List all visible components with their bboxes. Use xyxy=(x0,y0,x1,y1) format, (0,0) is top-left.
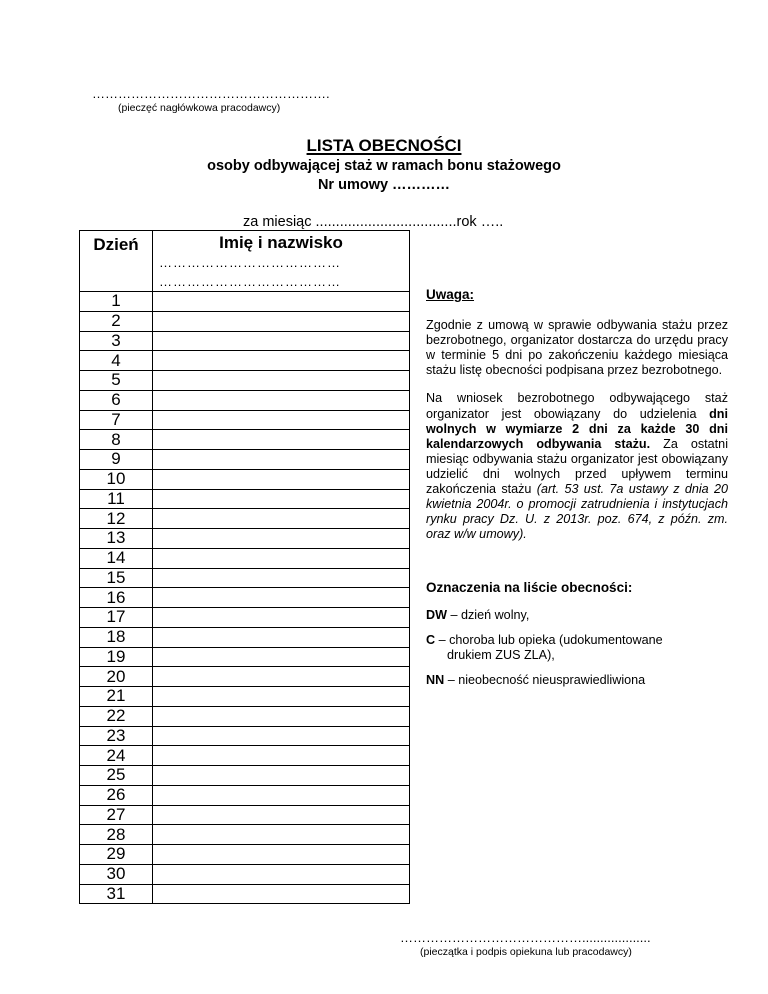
table-row xyxy=(80,390,410,410)
notes-paragraph-2 xyxy=(426,391,728,542)
day-number: 2 xyxy=(80,311,153,331)
name-header xyxy=(153,231,410,292)
signature-cell[interactable] xyxy=(153,351,410,371)
name-dotted-line-1[interactable]: ………………………………… xyxy=(159,255,341,270)
table-row xyxy=(80,667,410,687)
page-title-text: LISTA OBECNOŚCI xyxy=(306,136,462,155)
signature-cell[interactable] xyxy=(153,608,410,628)
table-row xyxy=(80,548,410,568)
signature-cell[interactable] xyxy=(153,509,410,529)
table-row xyxy=(80,845,410,865)
page-title xyxy=(0,136,768,156)
day-number: 21 xyxy=(80,687,153,707)
name-header-label: Imię i nazwisko xyxy=(219,233,343,252)
day-number: 24 xyxy=(80,746,153,766)
table-row xyxy=(80,331,410,351)
table-row xyxy=(80,627,410,647)
signature-cell[interactable] xyxy=(153,292,410,312)
table-row xyxy=(80,647,410,667)
signature-caption: (pieczątka i podpis opiekuna lub pracodawcy) xyxy=(420,946,632,958)
signature-cell[interactable] xyxy=(153,311,410,331)
day-number: 1 xyxy=(80,292,153,312)
signature-cell[interactable] xyxy=(153,805,410,825)
day-number: 9 xyxy=(80,450,153,470)
day-number: 19 xyxy=(80,647,153,667)
table-row xyxy=(80,430,410,450)
legend-nn xyxy=(426,673,728,688)
legend-dw xyxy=(426,608,728,623)
stamp-caption: (pieczęć nagłówkowa pracodawcy) xyxy=(118,102,281,114)
table-row xyxy=(80,608,410,628)
table-row xyxy=(80,568,410,588)
signature-cell[interactable] xyxy=(153,430,410,450)
signature-cell[interactable] xyxy=(153,469,410,489)
notes-panel xyxy=(426,287,728,698)
table-row xyxy=(80,825,410,845)
signature-cell[interactable] xyxy=(153,410,410,430)
notes-paragraph-1: Zgodnie z umową w sprawie odbywania stażu przez bezrobotnego, organizator dostarcza do urzędu pracy w terminie 5 dni po zakończeniu każdego miesiąca stażu listę obecności podpisana przez bezrobotnego. xyxy=(426,318,728,378)
day-number: 14 xyxy=(80,548,153,568)
table-row xyxy=(80,706,410,726)
table-row xyxy=(80,529,410,549)
signature-cell[interactable] xyxy=(153,548,410,568)
signature-cell[interactable] xyxy=(153,884,410,904)
table-row xyxy=(80,884,410,904)
signature-cell[interactable] xyxy=(153,627,410,647)
legend-dw-code: DW xyxy=(426,607,447,622)
legend-nn-code: NN xyxy=(426,672,445,687)
signature-cell[interactable] xyxy=(153,706,410,726)
signature-cell[interactable] xyxy=(153,687,410,707)
table-row xyxy=(80,489,410,509)
day-number: 10 xyxy=(80,469,153,489)
table-row xyxy=(80,785,410,805)
signature-cell[interactable] xyxy=(153,726,410,746)
day-number: 5 xyxy=(80,371,153,391)
day-number: 7 xyxy=(80,410,153,430)
table-row xyxy=(80,450,410,470)
table-row xyxy=(80,588,410,608)
day-number: 22 xyxy=(80,706,153,726)
day-number: 8 xyxy=(80,430,153,450)
table-row xyxy=(80,864,410,884)
signature-cell[interactable] xyxy=(153,390,410,410)
p2-text-2: Za ostatni miesiąc odbywania stażu organizator jest obowiązany udzielić dni wolnych przed upływem terminu zakończenia stażu xyxy=(426,436,728,497)
day-number: 18 xyxy=(80,627,153,647)
day-number: 28 xyxy=(80,825,153,845)
legend-dw-text: – dzień wolny, xyxy=(446,607,530,622)
signature-cell[interactable] xyxy=(153,371,410,391)
attendance-table xyxy=(79,230,410,904)
notes-heading: Uwaga: xyxy=(426,287,475,302)
day-number: 23 xyxy=(80,726,153,746)
day-number: 25 xyxy=(80,766,153,786)
p2-bold: dni wolnych w wymiarze 2 dni za każde 30 dni kalendarzowych odbywania stażu. xyxy=(426,406,728,451)
page-subtitle: osoby odbywającej staż w ramach bonu stażowego xyxy=(207,158,561,174)
contract-number[interactable]: Nr umowy ………… xyxy=(317,177,451,193)
day-number: 11 xyxy=(80,489,153,509)
signature-cell[interactable] xyxy=(153,450,410,470)
signature-cell[interactable] xyxy=(153,647,410,667)
legend-c-text: – choroba lub opieka (udokumentowane xyxy=(435,632,663,647)
table-row xyxy=(80,726,410,746)
table-row xyxy=(80,805,410,825)
table-row xyxy=(80,469,410,489)
day-number: 3 xyxy=(80,331,153,351)
day-number: 4 xyxy=(80,351,153,371)
table-row xyxy=(80,509,410,529)
legend-title: Oznaczenia na liście obecności: xyxy=(426,580,633,596)
table-row xyxy=(80,746,410,766)
day-number: 26 xyxy=(80,785,153,805)
signature-cell[interactable] xyxy=(153,864,410,884)
signature-cell[interactable] xyxy=(153,766,410,786)
legend-nn-text: – nieobecność nieusprawiedliwiona xyxy=(444,672,646,687)
table-row xyxy=(80,371,410,391)
day-number: 30 xyxy=(80,864,153,884)
signature-cell[interactable] xyxy=(153,845,410,865)
p2-italic: (art. 53 ust. 7a ustawy z dnia 20 kwietnia 2004r. o promocji zatrudnienia i instytucjach rynku pracy Dz. U. z 2013r. poz. 674, z późn. zm. oraz w/w umowy). xyxy=(426,482,728,542)
day-number: 16 xyxy=(80,588,153,608)
p2-text-1: Na wniosek bezrobotnego odbywającego staż organizator jest obowiązany do udzielenia xyxy=(426,391,728,421)
signature-cell[interactable] xyxy=(153,825,410,845)
signature-cell[interactable] xyxy=(153,529,410,549)
day-number: 27 xyxy=(80,805,153,825)
signature-cell[interactable] xyxy=(153,667,410,687)
day-number: 31 xyxy=(80,884,153,904)
day-number: 13 xyxy=(80,529,153,549)
day-number: 6 xyxy=(80,390,153,410)
signature-cell[interactable] xyxy=(153,489,410,509)
signature-cell[interactable] xyxy=(153,331,410,351)
name-dotted-line-2[interactable]: ………………………………… xyxy=(159,274,341,289)
month-year-line[interactable]: za miesiąc ...................................rok ….. xyxy=(243,214,504,230)
signature-cell[interactable] xyxy=(153,785,410,805)
signature-cell[interactable] xyxy=(153,588,410,608)
stamp-dotted-line: ………………………………………………. xyxy=(92,86,330,101)
table-row xyxy=(80,410,410,430)
legend-c-code: C xyxy=(426,632,436,647)
day-header: Dzień xyxy=(80,231,153,292)
signature-cell[interactable] xyxy=(153,746,410,766)
day-number: 17 xyxy=(80,608,153,628)
legend-c-text-2: drukiem ZUS ZLA), xyxy=(447,647,555,662)
table-row xyxy=(80,351,410,371)
day-number: 20 xyxy=(80,667,153,687)
table-row xyxy=(80,311,410,331)
table-row xyxy=(80,687,410,707)
table-header-row xyxy=(80,231,410,292)
signature-dotted-line[interactable]: ……………………………………................... xyxy=(400,930,651,945)
day-number: 29 xyxy=(80,845,153,865)
day-number: 12 xyxy=(80,509,153,529)
signature-cell[interactable] xyxy=(153,568,410,588)
table-row xyxy=(80,766,410,786)
legend-c xyxy=(426,633,728,663)
table-row xyxy=(80,292,410,312)
day-number: 15 xyxy=(80,568,153,588)
